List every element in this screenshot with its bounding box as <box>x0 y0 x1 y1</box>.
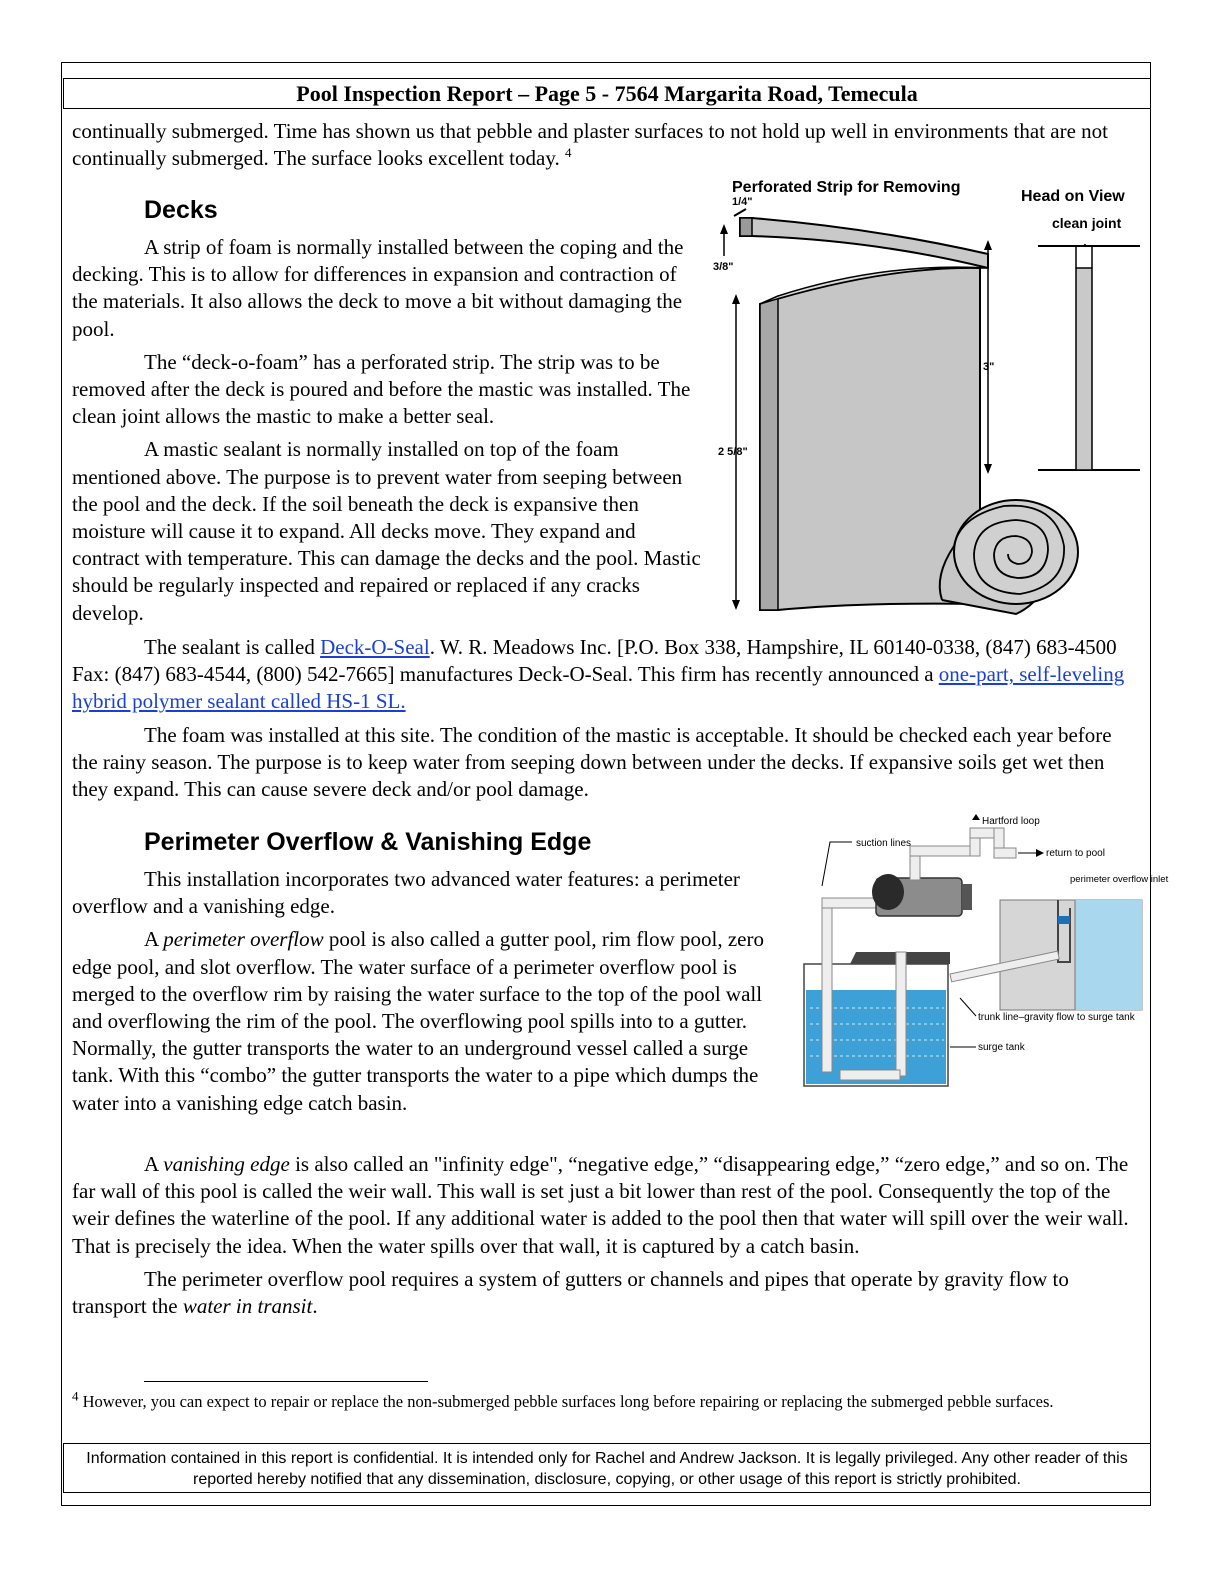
water-in-transit-term: water in transit <box>182 1294 313 1319</box>
hs1-sl-link[interactable]: one-part, self-leveling hybrid polymer sealant called HS-1 SL. <box>72 662 1125 714</box>
dim-three: 3" <box>983 361 995 373</box>
head-on-foam <box>1076 268 1092 470</box>
perimeter-heading: Perimeter Overflow & Vanishing Edge <box>144 828 592 856</box>
footnote-ref: 4 <box>564 145 572 161</box>
foam-roll-icon <box>954 500 1078 604</box>
return-to-pool-label: return to pool <box>1046 848 1105 859</box>
decks-column <box>72 234 704 627</box>
p4-body: The perimeter overflow pool requires a system of gutters or channels and pipes that operate by gravity flow to transport the <box>72 1266 1069 1319</box>
decks-paragraph-3: A mastic sealant is normally installed on top of the foam mentioned above. The purpose is to prevent water from seeping between the pool and the deck. If the soil beneath the deck is expansive then moisture will cause it to expand. All decks move. They expand and contract with temperature. This can damage the decks and the pool. Mastic should be regularly inspected and repaired or replaced if any cracks develop. <box>72 437 701 625</box>
footer-text: Information contained in this report is confidential. It is intended only for Rachel and Andrew Jackson. It is legally privileged. Any other reader of this reported hereby notified that any dissemination, disclosure, copying, or other usage of this report is strictly prohibited. <box>86 1450 1128 1488</box>
perimeter-paragraph-3 <box>72 1151 1137 1260</box>
decks-heading: Decks <box>144 196 218 224</box>
return-arrow-icon <box>1036 849 1044 857</box>
manufacturer-text: . W. R. Meadows Inc. [P.O. Box 338, Hampshire, IL 60140-0338, (847) 683-4500 Fax: (847) 683-4544, (800) 542-7665] manufactures Deck-O-Seal. This firm has recently announced a <box>72 635 1117 687</box>
overflow-system-figure <box>800 812 1169 1092</box>
p2-prefix: A <box>144 927 164 952</box>
intro-section <box>72 118 1137 172</box>
perimeter-full-width <box>72 1151 1137 1320</box>
hartford-loop-label: Hartford loop <box>982 816 1040 827</box>
trunk-line-label: trunk line–gravity flow to surge tank <box>978 1012 1135 1023</box>
perimeter-inlet-label: perimeter overflow inlet <box>1070 874 1169 885</box>
footnote-text: However, you can expect to repair or replace the non-submerged pebble surfaces long before repairing or replacing the submerged pebble surfaces. <box>82 1392 1054 1411</box>
footnote-rule <box>144 1381 428 1382</box>
intro-paragraph <box>72 118 1137 172</box>
intro-text: continually submerged. Time has shown us that pebble and plaster surfaces to not hold up well in environments that are not continually submerged. The surface looks excellent today. <box>72 119 1109 171</box>
decks-paragraph-2: The “deck-o-foam” has a perforated strip. The strip was to be removed after the deck is poured and before the mastic was installed. The clean joint allows the mastic to make a better seal. <box>72 349 691 429</box>
decks-paragraph-4 <box>72 634 1137 716</box>
perimeter-paragraph-2 <box>72 926 784 1116</box>
dim-three-eighths: 3/8" <box>713 261 734 273</box>
perforated-strip <box>740 218 988 268</box>
perimeter-paragraph-4 <box>72 1266 1137 1320</box>
deck-o-seal-link[interactable]: Deck-O-Seal <box>320 635 430 659</box>
dim-quarter: 1/4" <box>732 196 753 208</box>
vanishing-edge-term: vanishing edge <box>163 1152 290 1176</box>
perimeter-paragraph-1: This installation incorporates two advanced water features: a perimeter overflow and a vanishing edge. <box>72 867 740 919</box>
surge-tank-label: surge tank <box>978 1042 1025 1053</box>
confidentiality-footer <box>63 1443 1151 1493</box>
footnote-number: 4 <box>72 1388 79 1404</box>
suction-lines-label: suction lines <box>856 838 912 849</box>
footnote <box>72 1388 1132 1413</box>
p3-body: is also called an "infinity edge", “negative edge,” “disappearing edge,” “zero edge,” and so on. The far wall of this pool is called the weir wall. This wall is set just a bit lower than rest of the pool. Consequently the top of the weir defines the waterline of the pool. If any additional water is added to the pool then that water will spill over the weir wall. That is precisely the idea. When the water spills over that wall, it is captured by a catch basin. <box>72 1152 1129 1258</box>
decks-paragraph-1: A strip of foam is normally installed between the coping and the decking. This is to allow for differences in expansion and contraction of the materials. It also allows the deck to move a bit without damaging the pool. <box>72 235 684 341</box>
up-arrow-icon <box>720 224 728 234</box>
decks-paragraph-5: The foam was installed at this site. The condition of the mastic is acceptable. It should be checked each year before the rainy season. The purpose is to keep water from seeping down between under the decks. If expansive soils get wet then they expand. This can cause severe deck and/or pool damage. <box>72 722 1112 802</box>
p2-body: pool is also called a gutter pool, rim flow pool, zero edge pool, and slot overflow. The water surface of a perimeter overflow pool is merged to the overflow rim by raising the water surface to the top of the pool wall and overflowing the rim of the pool. The overflowing pool spills into to a gutter. Normally, the gutter transports the water to an underground vessel called a surge tank. With this “combo” the gutter transports the water to a pipe which dumps the water into a vanishing edge catch basin. <box>72 927 764 1115</box>
dim-two-five-eighths: 2 5/8" <box>718 446 748 458</box>
perimeter-column <box>72 866 784 1117</box>
decks-full-width <box>72 634 1137 803</box>
figure-title: Perforated Strip for Removing <box>732 179 961 196</box>
header-title: Pool Inspection Report – Page 5 - 7564 Margarita Road, Temecula <box>296 81 918 106</box>
perimeter-overflow-term: perimeter overflow <box>163 927 324 952</box>
sealant-intro: The sealant is called <box>144 635 321 659</box>
p4-suffix: . <box>312 1294 318 1319</box>
quarter-arrow-icon <box>734 209 746 216</box>
p3-prefix: A <box>144 1152 164 1176</box>
hartford-arrow-icon <box>972 814 980 820</box>
clean-joint-label: clean joint <box>1052 215 1122 231</box>
page-header <box>63 78 1151 109</box>
head-on-label: Head on View <box>1021 188 1125 205</box>
foam-strip-figure <box>704 176 1148 616</box>
